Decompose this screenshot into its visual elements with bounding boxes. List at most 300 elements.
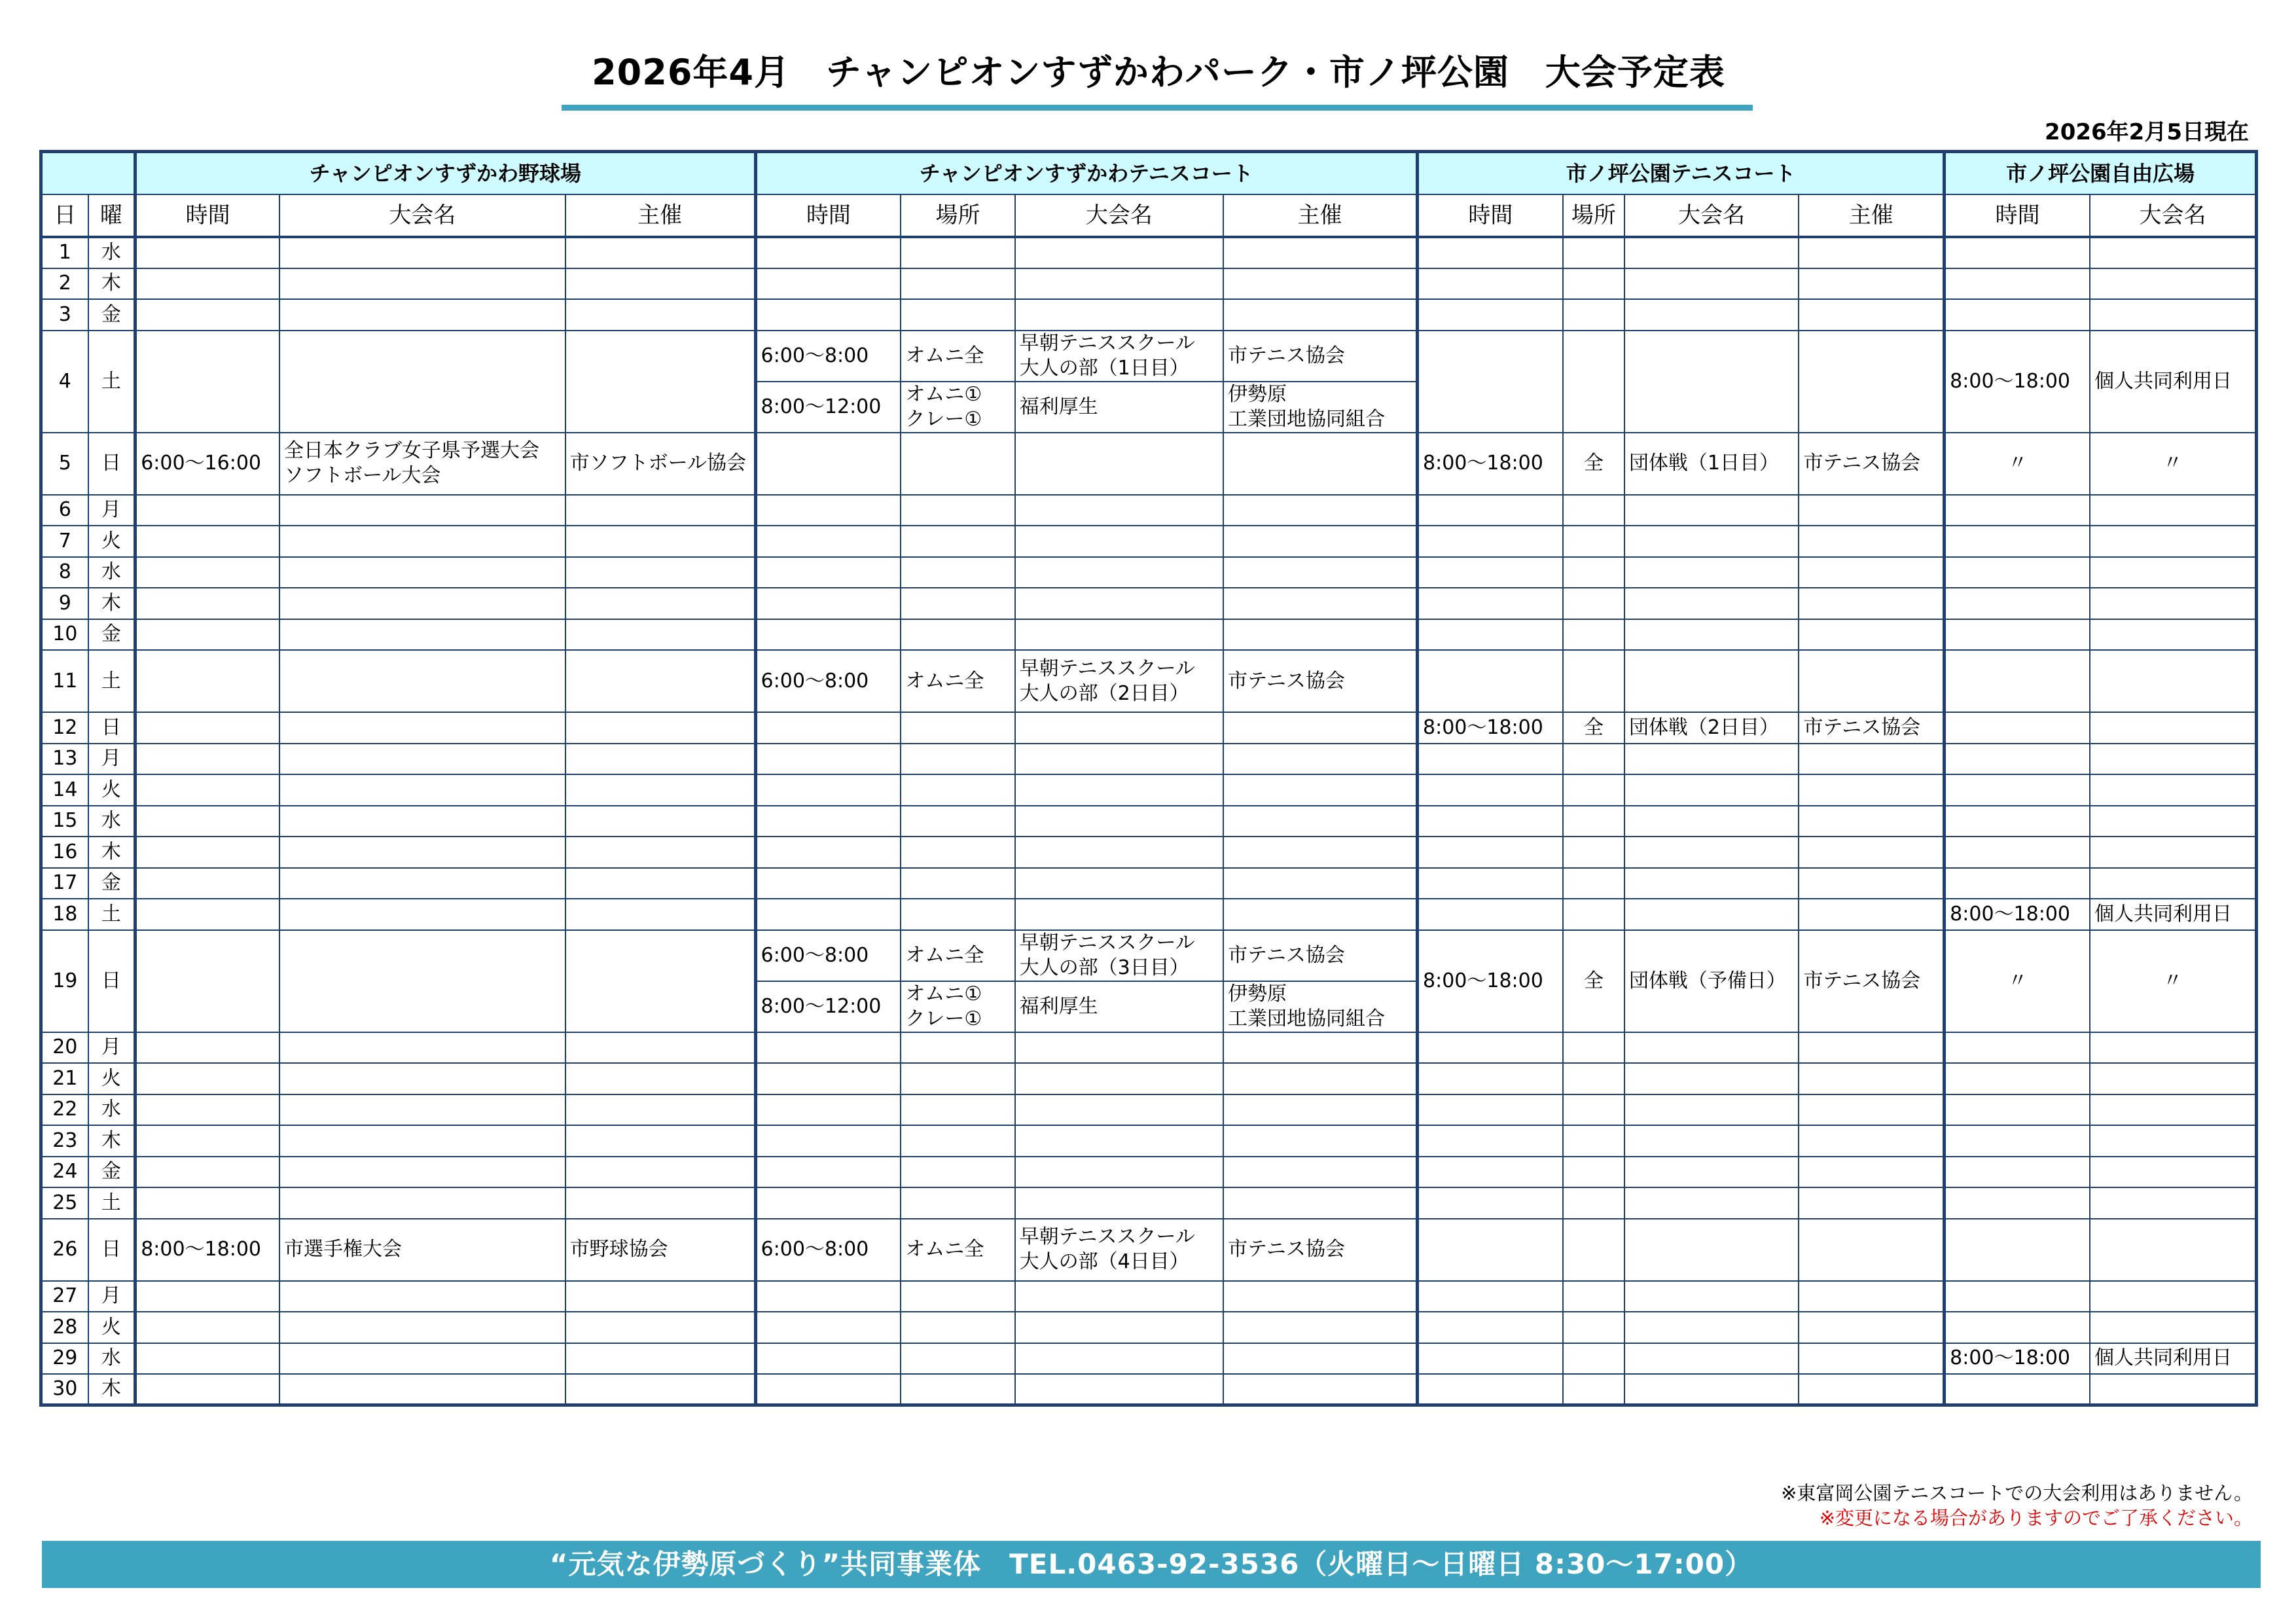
day-number: 20 [41, 1032, 88, 1064]
v1-name [279, 557, 565, 588]
v1-time [135, 712, 279, 744]
v1-host [565, 1032, 755, 1064]
v2-name [1015, 774, 1223, 806]
v3-name [1624, 495, 1799, 526]
weekday: 土 [88, 1187, 135, 1219]
v3-place [1563, 1187, 1624, 1219]
v4-time [1945, 837, 2090, 868]
v1-name [279, 1281, 565, 1312]
v2-time [755, 1312, 901, 1343]
weekday: 火 [88, 774, 135, 806]
v3-place [1563, 331, 1624, 433]
v4-name [2090, 837, 2257, 868]
v3-place: 全 [1563, 712, 1624, 744]
weekday: 木 [88, 588, 135, 619]
v2-place-line-2: クレー① [905, 1007, 982, 1030]
weekday: 水 [88, 1343, 135, 1375]
v1-time: 6:00～16:00 [135, 433, 279, 495]
v4-name [2090, 1094, 2257, 1126]
v3-name [1624, 557, 1799, 588]
v4-time: 〃 [1945, 433, 2090, 495]
v3-host [1799, 237, 1944, 268]
v4-time [1945, 868, 2090, 899]
v3-time: 8:00～18:00 [1418, 712, 1563, 744]
v1-name [279, 526, 565, 557]
v3-host [1799, 588, 1944, 619]
v4-time [1945, 744, 2090, 775]
v3-host [1799, 1312, 1944, 1343]
v2-host [1223, 268, 1417, 300]
v1-host [565, 837, 755, 868]
v1-name [279, 1094, 565, 1126]
v2-name [1015, 1374, 1223, 1405]
v2-name [1015, 1343, 1223, 1375]
v2-host [1223, 868, 1417, 899]
day-number: 10 [41, 619, 88, 651]
v2-time [755, 299, 901, 331]
column-header-row [41, 194, 2257, 237]
v1-name [279, 433, 565, 495]
day-number: 4 [41, 331, 88, 433]
v2-time [755, 744, 901, 775]
v1-name [279, 868, 565, 899]
v2-host [1223, 1374, 1417, 1405]
v3-time [1418, 837, 1563, 868]
v2-host [1223, 1281, 1417, 1312]
v3-host [1799, 837, 1944, 868]
v3-host [1799, 774, 1944, 806]
v1-name [279, 806, 565, 837]
v3-host [1799, 868, 1944, 899]
v2-time [755, 1374, 901, 1405]
v2-name [1015, 650, 1223, 712]
v2-time [755, 557, 901, 588]
venue-header-blank [41, 152, 135, 195]
v3-time [1418, 495, 1563, 526]
v1-host [565, 588, 755, 619]
v2-place: オムニ全 [901, 930, 1014, 981]
v4-time [1945, 1063, 2090, 1094]
v4-time [1945, 1032, 2090, 1064]
weekday: 火 [88, 1312, 135, 1343]
day-number: 24 [41, 1157, 88, 1188]
v4-time [1945, 268, 2090, 300]
v2-place [901, 526, 1014, 557]
v2-host-line-2: 工業団地協同組合 [1228, 1007, 1386, 1030]
v1-name [279, 774, 565, 806]
v3-name [1624, 868, 1799, 899]
v4-name: 〃 [2090, 433, 2257, 495]
venue-baseball: チャンピオンすずかわ野球場 [135, 152, 755, 195]
v2-name [1015, 1063, 1223, 1094]
v3-time [1418, 268, 1563, 300]
v3-time [1418, 1157, 1563, 1188]
v3-host [1799, 1157, 1944, 1188]
v4-time [1945, 1125, 2090, 1157]
table-row [41, 899, 2257, 930]
table-row [41, 331, 2257, 382]
v2-place [901, 899, 1014, 930]
v2-name [1015, 433, 1223, 495]
table-row [41, 868, 2257, 899]
day-number: 5 [41, 433, 88, 495]
v4-time: 8:00～18:00 [1945, 899, 2090, 930]
v1-host [565, 526, 755, 557]
v2-place [901, 1374, 1014, 1405]
v2-name [1015, 268, 1223, 300]
v4-time [1945, 806, 2090, 837]
v3-host: 市テニス協会 [1799, 930, 1944, 1032]
v1-name [279, 619, 565, 651]
v1-time [135, 930, 279, 1032]
v3-place [1563, 774, 1624, 806]
v2-time [755, 1187, 901, 1219]
v1-name [279, 650, 565, 712]
v2-name-line-1: 早朝テニススクール [1019, 1225, 1195, 1248]
v4-name [2090, 557, 2257, 588]
day-number: 29 [41, 1343, 88, 1375]
table-row [41, 806, 2257, 837]
v3-place [1563, 650, 1624, 712]
v1-name [279, 712, 565, 744]
col-v4-time: 時間 [1945, 194, 2090, 237]
v2-host [1223, 526, 1417, 557]
v2-host [1223, 299, 1417, 331]
v1-name-line-2: ソフトボール大会 [284, 464, 441, 487]
v2-place [901, 1187, 1014, 1219]
v3-host [1799, 495, 1944, 526]
v2-place [901, 268, 1014, 300]
v2-host [1223, 619, 1417, 651]
v2-place [901, 837, 1014, 868]
v4-time [1945, 1312, 2090, 1343]
v2-name [1015, 1032, 1223, 1064]
v3-place [1563, 1312, 1624, 1343]
table-row [41, 1374, 2257, 1405]
v1-host [565, 930, 755, 1032]
v3-name [1624, 1125, 1799, 1157]
v4-name [2090, 744, 2257, 775]
v3-time [1418, 650, 1563, 712]
v2-place [901, 774, 1014, 806]
table-row [41, 237, 2257, 268]
v2-name-line-1: 早朝テニススクール [1019, 931, 1195, 954]
v2-name [1015, 712, 1223, 744]
v1-host [565, 495, 755, 526]
v3-host [1799, 1374, 1944, 1405]
v3-place: 全 [1563, 433, 1624, 495]
v3-time [1418, 237, 1563, 268]
col-v3-host: 主催 [1799, 194, 1944, 237]
day-number: 7 [41, 526, 88, 557]
weekday: 金 [88, 1157, 135, 1188]
v3-place [1563, 1032, 1624, 1064]
v4-time [1945, 299, 2090, 331]
note-no-higashitomioka: ※東富岡公園テニスコートでの大会利用はありません。 [1781, 1482, 2253, 1504]
v2-name [1015, 837, 1223, 868]
v3-host [1799, 806, 1944, 837]
v3-host [1799, 526, 1944, 557]
v4-name [2090, 1125, 2257, 1157]
v1-time [135, 1343, 279, 1375]
day-number: 19 [41, 930, 88, 1032]
venue-ichinotsubo-tennis: 市ノ坪公園テニスコート [1418, 152, 1945, 195]
v3-place [1563, 1281, 1624, 1312]
v2-name [1015, 1187, 1223, 1219]
v3-name [1624, 899, 1799, 930]
v2-time: 6:00～8:00 [755, 1219, 901, 1281]
v3-place: 全 [1563, 930, 1624, 1032]
v2-time [755, 237, 901, 268]
v2-time [755, 712, 901, 744]
v1-time [135, 526, 279, 557]
v1-name [279, 588, 565, 619]
v4-name [2090, 1312, 2257, 1343]
day-number: 23 [41, 1125, 88, 1157]
v3-time [1418, 1125, 1563, 1157]
note-subject-to-change: ※変更になる場合がありますのでご了承ください。 [1819, 1507, 2253, 1529]
v2-place-line-1: オムニ① [905, 382, 982, 406]
venue-header-row [41, 152, 2257, 195]
table-row [41, 557, 2257, 588]
v3-time [1418, 1094, 1563, 1126]
v2-time [755, 1157, 901, 1188]
v2-time: 6:00～8:00 [755, 650, 901, 712]
table-row [41, 268, 2257, 300]
v2-host [1223, 1157, 1417, 1188]
table-row [41, 1063, 2257, 1094]
v3-host [1799, 331, 1944, 433]
v2-host [1223, 806, 1417, 837]
day-number: 3 [41, 299, 88, 331]
v1-time [135, 331, 279, 433]
v2-name [1015, 1157, 1223, 1188]
v2-host [1223, 1032, 1417, 1064]
v1-time [135, 1063, 279, 1094]
weekday: 水 [88, 806, 135, 837]
venue-ichinotsubo-plaza: 市ノ坪公園自由広場 [1945, 152, 2257, 195]
day-number: 26 [41, 1219, 88, 1281]
v2-place-line-1: オムニ① [905, 982, 982, 1005]
v3-name [1624, 299, 1799, 331]
v1-time [135, 588, 279, 619]
v2-place [901, 868, 1014, 899]
v1-host [565, 299, 755, 331]
col-v1-time: 時間 [135, 194, 279, 237]
v2-host: 市テニス協会 [1223, 930, 1417, 981]
v4-time [1945, 650, 2090, 712]
v3-time [1418, 1219, 1563, 1281]
v2-place-line-2: クレー① [905, 407, 982, 431]
v2-name [1015, 557, 1223, 588]
v4-time: 8:00～18:00 [1945, 331, 2090, 433]
v3-host [1799, 1219, 1944, 1281]
v1-name [279, 495, 565, 526]
v1-time [135, 744, 279, 775]
v2-time [755, 774, 901, 806]
col-weekday: 曜 [88, 194, 135, 237]
table-row [41, 526, 2257, 557]
v2-time [755, 806, 901, 837]
v2-place [901, 495, 1014, 526]
weekday: 木 [88, 1125, 135, 1157]
v3-place [1563, 1374, 1624, 1405]
weekday: 日 [88, 1219, 135, 1281]
v3-place [1563, 268, 1624, 300]
day-number: 11 [41, 650, 88, 712]
weekday: 月 [88, 1032, 135, 1064]
v4-time [1945, 495, 2090, 526]
v3-name [1624, 268, 1799, 300]
v2-time [755, 588, 901, 619]
col-v3-name: 大会名 [1624, 194, 1799, 237]
v2-name [1015, 495, 1223, 526]
v2-name-line-2: 大人の部（2日目） [1019, 681, 1189, 705]
v3-name [1624, 1063, 1799, 1094]
day-number: 22 [41, 1094, 88, 1126]
v4-name: 個人共同利用日 [2090, 1343, 2257, 1375]
v4-time [1945, 712, 2090, 744]
v2-place [901, 588, 1014, 619]
v4-name [2090, 299, 2257, 331]
v2-place [901, 382, 1014, 433]
weekday: 水 [88, 1094, 135, 1126]
v3-host [1799, 1281, 1944, 1312]
v2-name [1015, 526, 1223, 557]
v3-time [1418, 1374, 1563, 1405]
v1-name [279, 237, 565, 268]
v2-place: オムニ全 [901, 1219, 1014, 1281]
v4-time [1945, 1219, 2090, 1281]
weekday: 水 [88, 237, 135, 268]
v3-host [1799, 299, 1944, 331]
v1-host [565, 806, 755, 837]
col-v4-name: 大会名 [2090, 194, 2257, 237]
v1-name-line-1: 全日本クラブ女子県予選大会 [284, 439, 539, 462]
weekday: 土 [88, 331, 135, 433]
v1-name [279, 899, 565, 930]
v1-name [279, 1374, 565, 1405]
v2-name [1015, 899, 1223, 930]
v3-host [1799, 1343, 1944, 1375]
v1-name [279, 1125, 565, 1157]
day-number: 27 [41, 1281, 88, 1312]
v2-place [901, 1125, 1014, 1157]
v1-name [279, 299, 565, 331]
v3-name [1624, 1343, 1799, 1375]
table-row [41, 1187, 2257, 1219]
v2-host: 市テニス協会 [1223, 650, 1417, 712]
v2-host-line-2: 工業団地協同組合 [1228, 407, 1386, 431]
v1-host [565, 1374, 755, 1405]
v3-place [1563, 495, 1624, 526]
weekday: 土 [88, 650, 135, 712]
title-underline [562, 105, 1753, 111]
v3-place [1563, 526, 1624, 557]
v2-place [901, 1094, 1014, 1126]
table-row [41, 712, 2257, 744]
v1-host [565, 237, 755, 268]
v2-place [901, 1063, 1014, 1094]
weekday: 金 [88, 299, 135, 331]
as-of-date: 2026年2月5日現在 [2045, 119, 2249, 145]
table-row [41, 1094, 2257, 1126]
v4-name [2090, 619, 2257, 651]
v2-name [1015, 1312, 1223, 1343]
v3-time [1418, 526, 1563, 557]
v2-host [1223, 1063, 1417, 1094]
v1-time [135, 1374, 279, 1405]
v2-name [1015, 744, 1223, 775]
v3-name [1624, 1157, 1799, 1188]
v4-name [2090, 1032, 2257, 1064]
v1-host [565, 744, 755, 775]
day-number: 15 [41, 806, 88, 837]
v1-host [565, 1187, 755, 1219]
v3-time [1418, 1312, 1563, 1343]
v4-time [1945, 774, 2090, 806]
v3-place [1563, 1219, 1624, 1281]
v2-host [1223, 1094, 1417, 1126]
v2-host [1223, 1312, 1417, 1343]
v3-place [1563, 1157, 1624, 1188]
v4-time: 〃 [1945, 930, 2090, 1032]
v1-host [565, 557, 755, 588]
weekday: 月 [88, 744, 135, 775]
v3-time [1418, 1063, 1563, 1094]
v1-host [565, 331, 755, 433]
v2-name-line-1: 早朝テニススクール [1019, 657, 1195, 680]
v3-time [1418, 299, 1563, 331]
col-v1-host: 主催 [565, 194, 755, 237]
v3-name [1624, 588, 1799, 619]
v3-place [1563, 299, 1624, 331]
v3-place [1563, 1343, 1624, 1375]
v3-host [1799, 268, 1944, 300]
v3-host [1799, 557, 1944, 588]
v2-place [901, 557, 1014, 588]
v1-host [565, 1125, 755, 1157]
v3-time [1418, 619, 1563, 651]
footer-contact-bar: “元気な伊勢原づくり”共同事業体 TEL.0463-92-3536（火曜日～日曜日 8:30～17:00） [42, 1541, 2261, 1588]
v3-time [1418, 744, 1563, 775]
v1-host [565, 650, 755, 712]
v3-name [1624, 1281, 1799, 1312]
weekday: 木 [88, 268, 135, 300]
day-number: 2 [41, 268, 88, 300]
v1-host [565, 1063, 755, 1094]
v3-host [1799, 1063, 1944, 1094]
weekday: 日 [88, 930, 135, 1032]
v2-time [755, 837, 901, 868]
v4-name [2090, 588, 2257, 619]
v1-time [135, 837, 279, 868]
v3-name [1624, 806, 1799, 837]
v3-place [1563, 1063, 1624, 1094]
day-number: 12 [41, 712, 88, 744]
v3-time [1418, 557, 1563, 588]
v4-time [1945, 557, 2090, 588]
v1-host [565, 1343, 755, 1375]
v2-name [1015, 1281, 1223, 1312]
v3-time: 8:00～18:00 [1418, 930, 1563, 1032]
v2-name-line-2: 大人の部（1日目） [1019, 356, 1189, 380]
v3-time [1418, 588, 1563, 619]
v3-name: 団体戦（2日目） [1624, 712, 1799, 744]
v2-name: 福利厚生 [1015, 382, 1223, 433]
v2-host [1223, 744, 1417, 775]
day-number: 21 [41, 1063, 88, 1094]
